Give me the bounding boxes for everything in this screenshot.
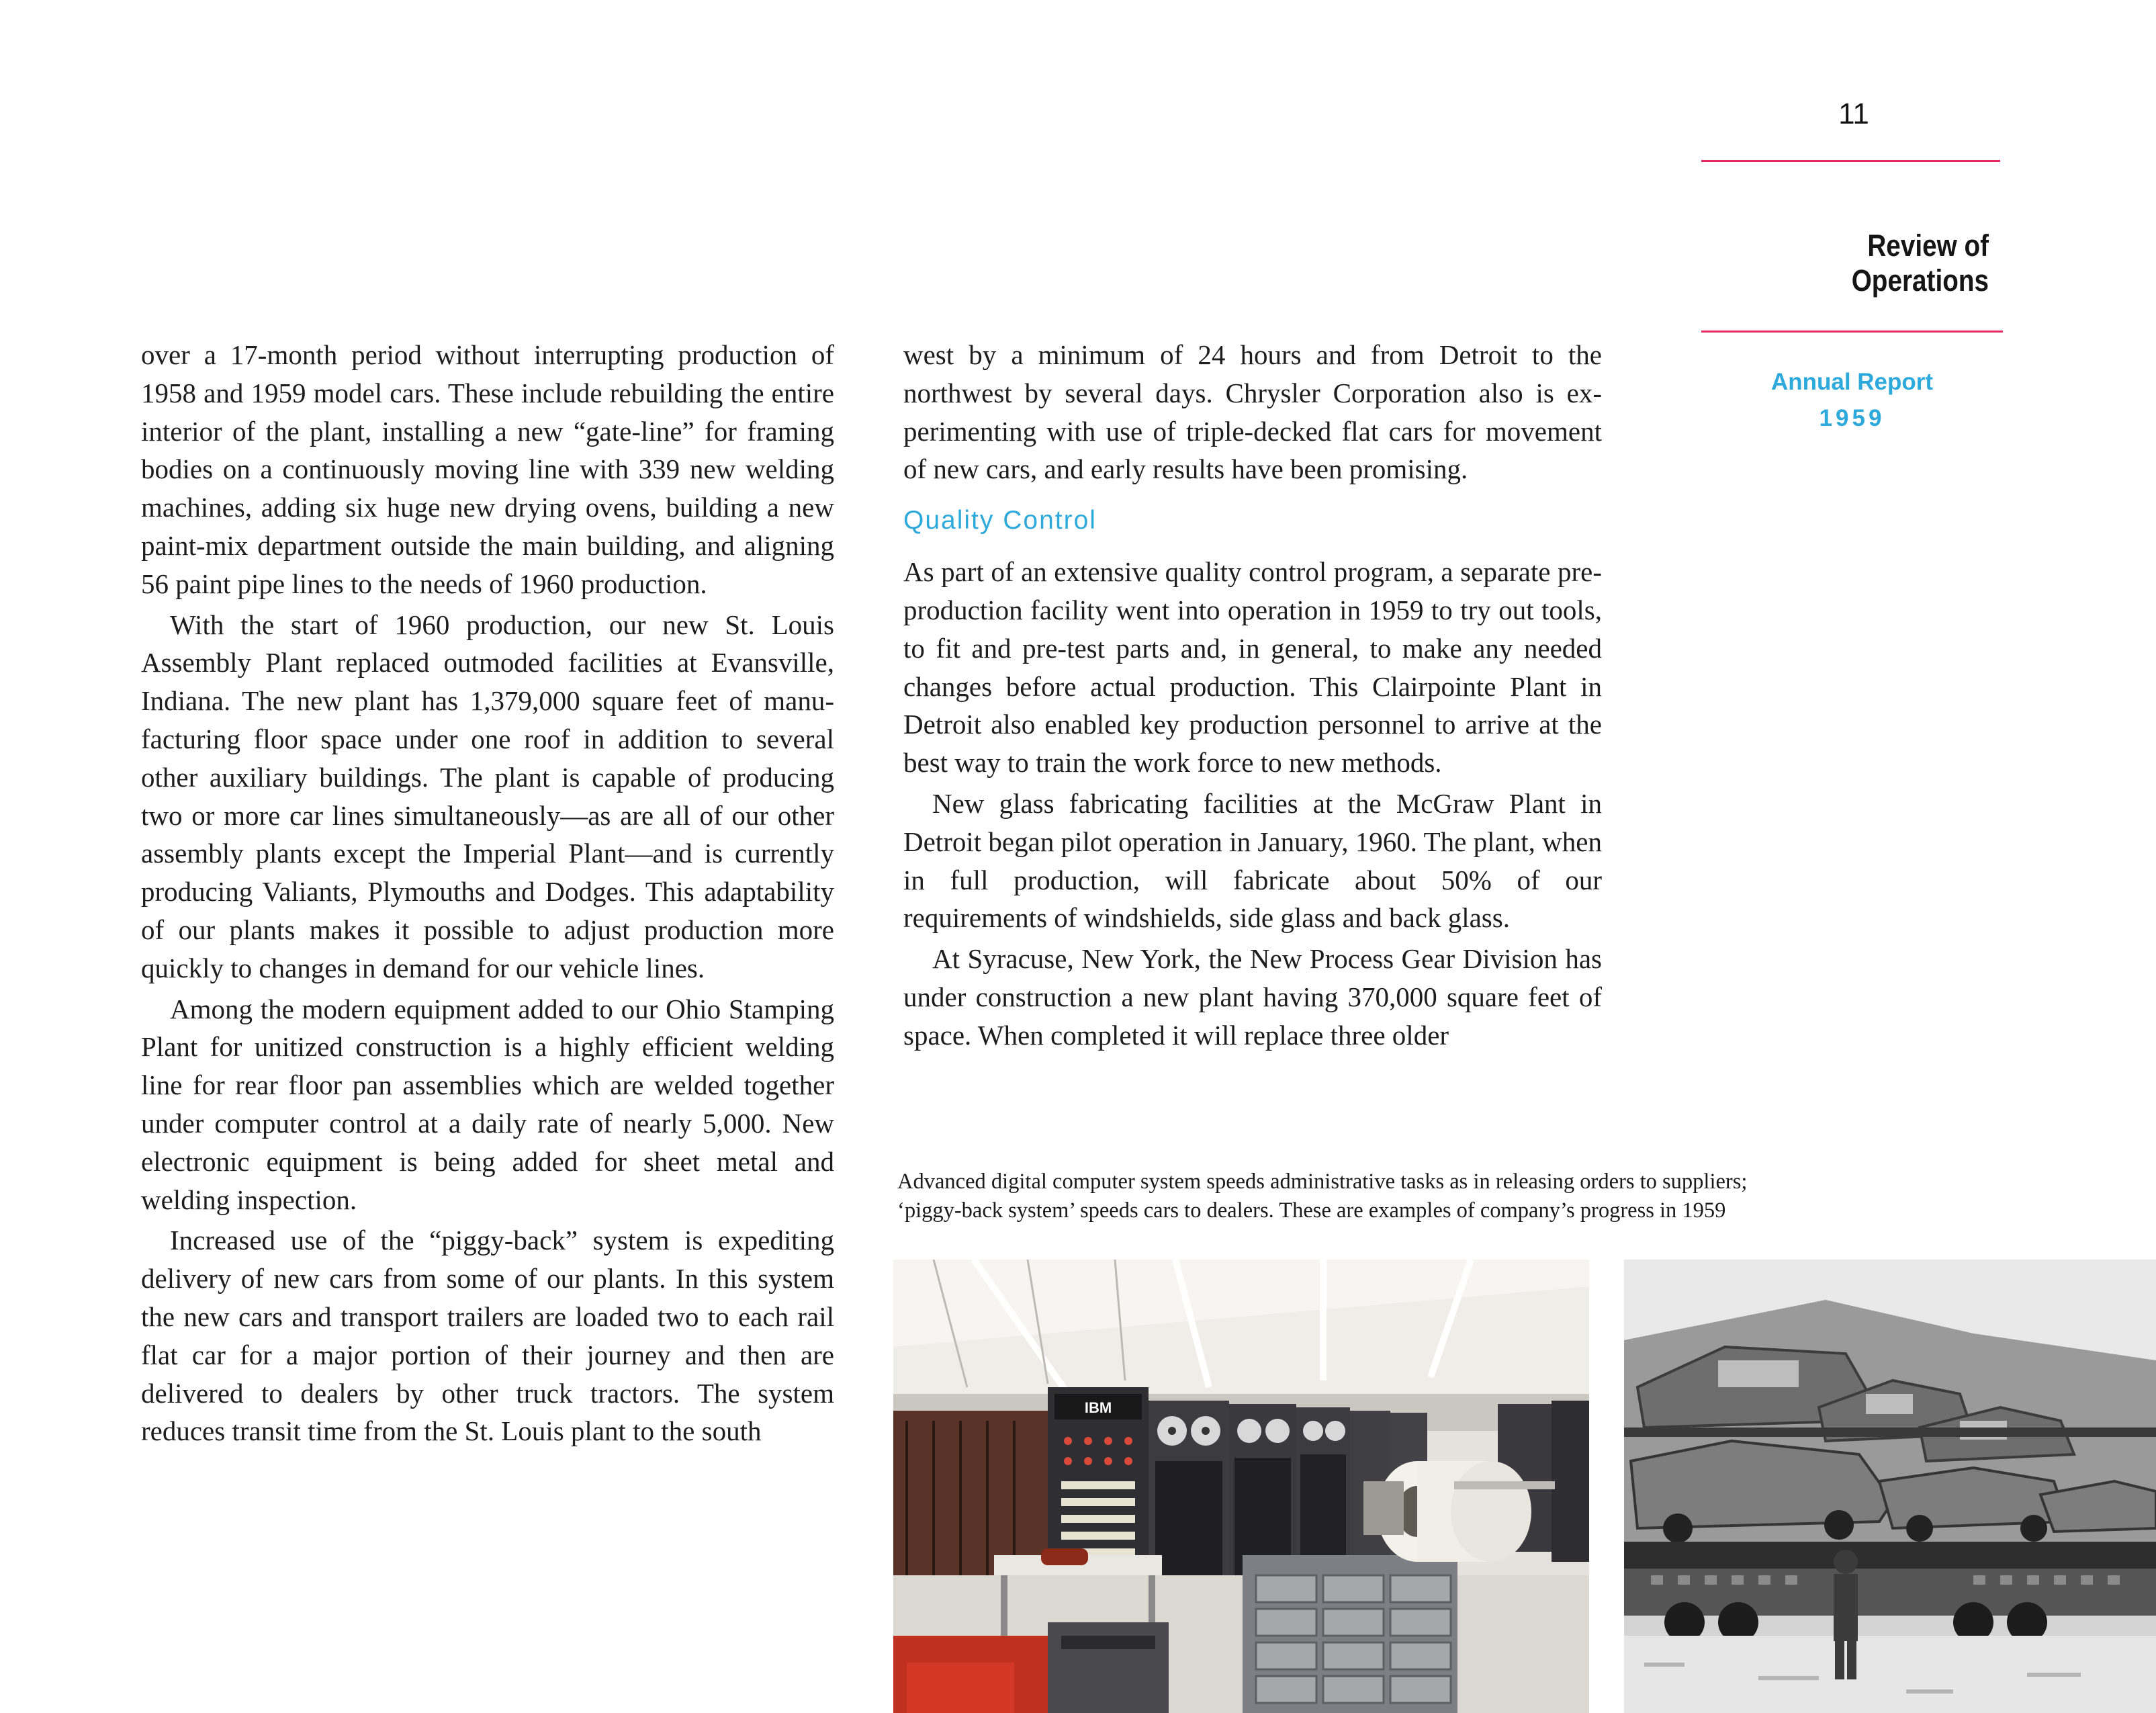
section-title: Review of Operations [1851,228,1989,298]
body-paragraph: Increased use of the “piggy-back” system is expediting delivery of new cars from some of our plants. In this system the new cars and transport trailers are loaded two to each rail flat car for a major portion of their journey and then are delivered to dealers by other truck tractors. The system reduces transit time from the St. Louis plant to the south [141,1225,834,1447]
annual-report-label [1701,364,2003,437]
body-paragraph: west by a minimum of 24 hours and from Detroit to the northwest by several days. Chrysler Corporation also is experimenting with use of triple-decked flat cars for movement of new cars, and early results have been promising. [903,339,1602,485]
left-column [141,336,834,1450]
body-paragraph: As part of an extensive quality control program, a separate pre-production facility went into operation in 1959 to try out tools, to fit and pre-test parts and, in general, to make any needed changes before actual production. This Clairpointe Plant in Detroit also enabled key production personnel to arrive at the best way to train the work force to new methods. [903,556,1602,779]
annual-report-text: Annual Report [1770,369,1934,395]
body-paragraph: over a 17-month period without interrupting production of 1958 and 1959 model cars. These include rebuilding the entire interior of the plant, installing a new “gate-line” for framing bodies on a continuously moving line with 339 new welding machines, adding six huge new drying ovens, building a new paint-mix department outside the main building, and aligning 56 paint pipe lines to the needs of 1960 production. [141,339,834,599]
photo-caption [897,1168,1865,1225]
subheading-quality-control: Quality Control [903,506,1097,535]
accent-rule-middle [1701,331,2003,333]
body-paragraph: New glass fabricating facilities at the McGraw Plant in Detroit began pilot operation in January, 1960. The plant, when in full production, will fabricate about 50% of our requirements of windshields, side glass and back glass. [903,787,1602,934]
annual-report-year: 1959 [1819,405,1885,431]
caption-line: ‘piggy-back system’ speeds cars to dealers. These are examples of company’s progress in 1959 [897,1198,1726,1223]
body-paragraph: Among the modern equipment added to our Ohio Stamping Plant for unitized construction is a highly efficient welding line for rear floor pan assemblies which are welded together under computer control at a daily rate of nearly 5,000. New electronic equipment is being added for sheet metal and welding inspection. [141,993,834,1215]
piggy-back-train-photo [1624,1260,2156,1713]
ibm-panel-label: IBM [1084,1399,1112,1416]
page-number: 11 [1838,97,1869,130]
computer-room-photo [893,1260,1589,1713]
body-paragraph: With the start of 1960 production, our new St. Louis Assembly Plant replaced outmoded facilities at Evansville, Indiana. The new plant has 1,379,000 square feet of manufacturing floor space under one roof in addition to several other auxiliary buildings. The plant is capable of producing two or more car lines simultaneously—as are all of our other assembly plants except the Imperial Plant—and is currently producing Valiants, Plymouths and Dodges. This adaptability of our plants makes it possible to adjust production more quickly to changes in demand for our vehicle lines. [141,609,834,983]
body-paragraph: At Syracuse, New York, the New Process Gear Division has under construction a new plant having 370,000 square feet of space. When completed it will replace three older [903,943,1602,1051]
middle-column [903,336,1602,1055]
caption-line: Advanced digital computer system speeds administrative tasks as in releasing orders to suppliers; [897,1170,1748,1194]
accent-rule-top [1701,160,2000,162]
